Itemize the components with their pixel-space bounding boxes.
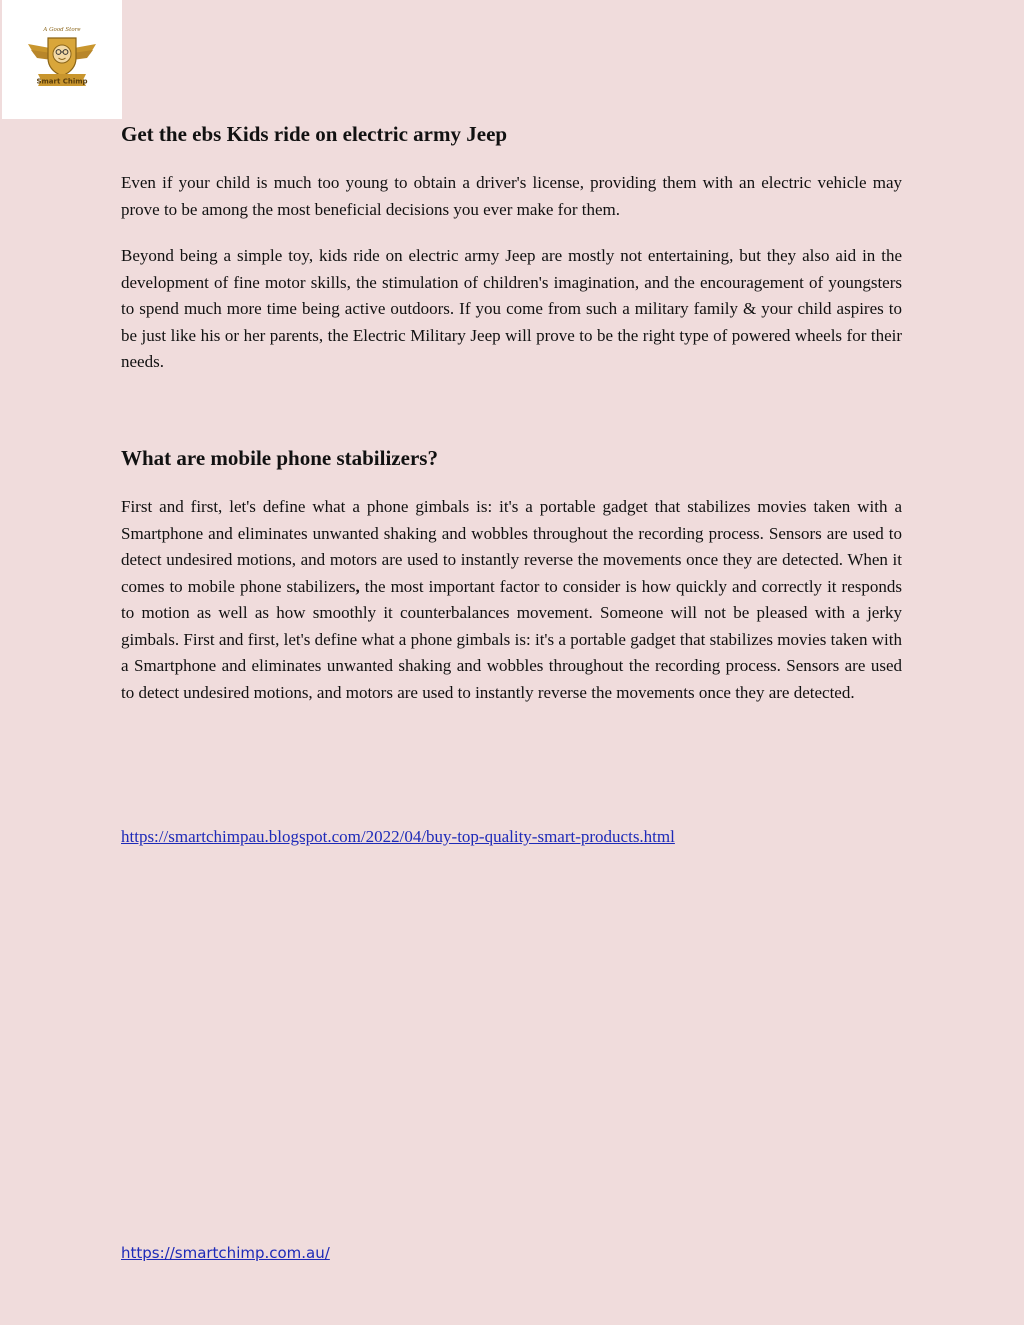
section-heading-stabilizers: What are mobile phone stabilizers? xyxy=(121,446,438,470)
logo-tagline: A Good Store xyxy=(43,27,81,33)
paragraph-stabilizers xyxy=(121,494,902,706)
paragraph-stabilizers-end: the most important factor to consider is how quickly and correctly it responds to motion as well as how smoothly it counterbalances movement. Someone will not be pleased with a jerky gimbals. First and first, let's define what a phone gimbals is: it's a portable gadget that stabilizes movies taken with a Smartphone and eliminates unwanted shaking and wobbles throughout the recording process. Sensors are used to detect undesired motions, and motors are used to instantly reverse the movements once they are detected. xyxy=(121,576,902,702)
footer-website-link[interactable]: https://smartchimp.com.au/ xyxy=(121,1244,330,1262)
blog-post-link[interactable]: https://smartchimpau.blogspot.com/2022/04/buy-top-quality-smart-products.html xyxy=(121,827,675,846)
paragraph-stabilizers-comma: , xyxy=(355,576,360,596)
paragraph-stabilizers-start: First and first, let's define what a phone gimbals is: it's a portable gadget that stabilizes movies taken with a Smartphone and eliminates unwanted shaking and wobbles throughout the recording process. Sensors are used to detect undesired motions, and motors are used to instantly reverse the movements once they are detected. When it comes to mobile phone stabilizers xyxy=(121,497,902,596)
smart-chimp-logo-icon xyxy=(24,22,100,94)
logo-container xyxy=(2,0,122,119)
logo-brand: Smart Chimp xyxy=(36,77,88,86)
section-heading-jeep: Get the ebs Kids ride on electric army Jeep xyxy=(121,122,508,146)
paragraph-intro: Even if your child is much too young to obtain a driver's license, providing them with an electric vehicle may prove to be among the most beneficial decisions you ever make for them. xyxy=(121,173,902,219)
paragraph-jeep-benefits: Beyond being a simple toy, kids ride on electric army Jeep are mostly not entertaining, but they also aid in the development of fine motor skills, the stimulation of children's imagination, and the encouragement of youngsters to spend much more time being active outdoors. If you come from such a military family & your child aspires to be just like his or her parents, the Electric Military Jeep will prove to be the right type of powered wheels for their needs. xyxy=(121,246,902,371)
